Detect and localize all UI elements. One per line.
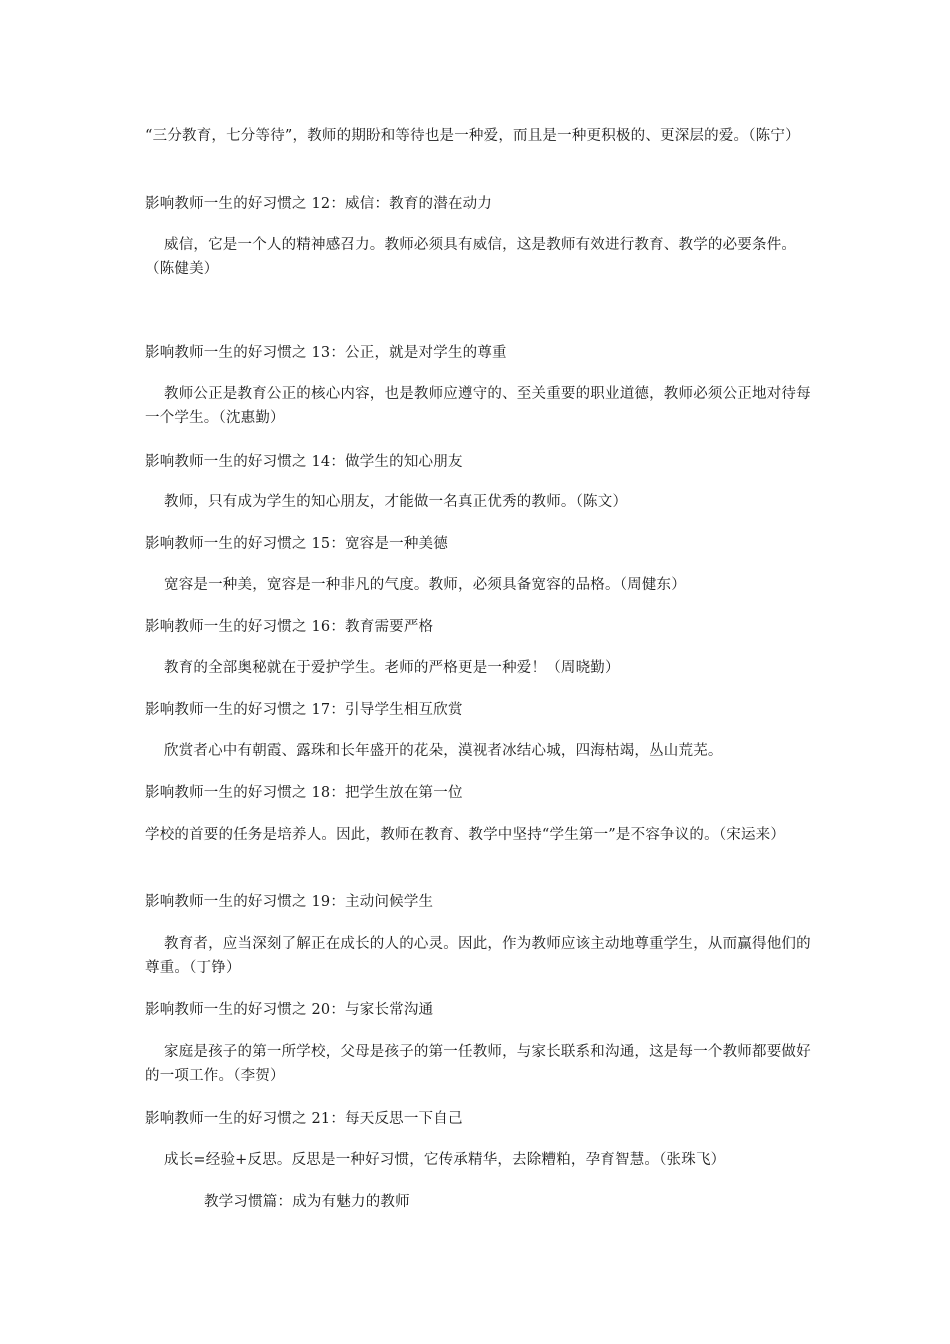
- chapter-title: 教学习惯篇：成为有魅力的教师: [204, 1194, 410, 1210]
- section-14-body: 教师，只有成为学生的知心朋友，才能做一名真正优秀的教师。（陈文）: [164, 494, 628, 510]
- section-16-heading: 影响教师一生的好习惯之 16：教育需要严格: [145, 619, 434, 635]
- section-12-heading: 影响教师一生的好习惯之 12：威信：教育的潜在动力: [145, 196, 493, 212]
- section-12-body: 威信，它是一个人的精神感召力。教师必须具有威信，这是教师有效进行教育、教学的必要条件。（陈健美）: [145, 237, 797, 277]
- section-21-heading: 影响教师一生的好习惯之 21：每天反思一下自己: [145, 1111, 463, 1127]
- section-17-body: 欣赏者心中有朝霞、露珠和长年盛开的花朵，漠视者冰结心城，四海枯竭，丛山荒芜。: [164, 743, 723, 759]
- intro-paragraph: “三分教育，七分等待”，教师的期盼和等待也是一种爱，而且是一种更积极的、更深层的爱。（陈宁）: [145, 128, 800, 144]
- section-18-body: 学校的首要的任务是培养人。因此，教师在教育、教学中坚持“学生第一”是不容争议的。（宋运来）: [145, 827, 786, 843]
- section-20-heading: 影响教师一生的好习惯之 20：与家长常沟通: [145, 1002, 434, 1018]
- section-19-heading: 影响教师一生的好习惯之 19：主动问候学生: [145, 894, 434, 910]
- section-13-body: 教师公正是教育公正的核心内容，也是教师应遵守的、至关重要的职业道德，教师必须公正地对待每一个学生。（沈惠勤）: [145, 386, 811, 426]
- section-19-body: 教育者，应当深刻了解正在成长的人的心灵。因此，作为教师应该主动地尊重学生，从而赢得他们的尊重。（丁铮）: [145, 936, 811, 976]
- section-21-body: 成长=经验+反思。反思是一种好习惯，它传承精华，去除糟粕，孕育智慧。（张珠飞）: [164, 1152, 726, 1168]
- section-20-body: 家庭是孩子的第一所学校，父母是孩子的第一任教师，与家长联系和沟通，这是每一个教师都要做好的一项工作。（李贺）: [145, 1044, 811, 1084]
- section-13-heading: 影响教师一生的好习惯之 13：公正，就是对学生的尊重: [145, 345, 507, 361]
- section-16-body: 教育的全部奥秘就在于爱护学生。老师的严格更是一种爱！（周晓勤）: [164, 660, 620, 676]
- section-18-heading: 影响教师一生的好习惯之 18：把学生放在第一位: [145, 785, 463, 801]
- section-15-heading: 影响教师一生的好习惯之 15：宽容是一种美德: [145, 536, 448, 552]
- section-15-body: 宽容是一种美，宽容是一种非凡的气度。教师，必须具备宽容的品格。（周健东）: [164, 577, 686, 593]
- section-14-heading: 影响教师一生的好习惯之 14：做学生的知心朋友: [145, 454, 463, 470]
- section-17-heading: 影响教师一生的好习惯之 17：引导学生相互欣赏: [145, 702, 463, 718]
